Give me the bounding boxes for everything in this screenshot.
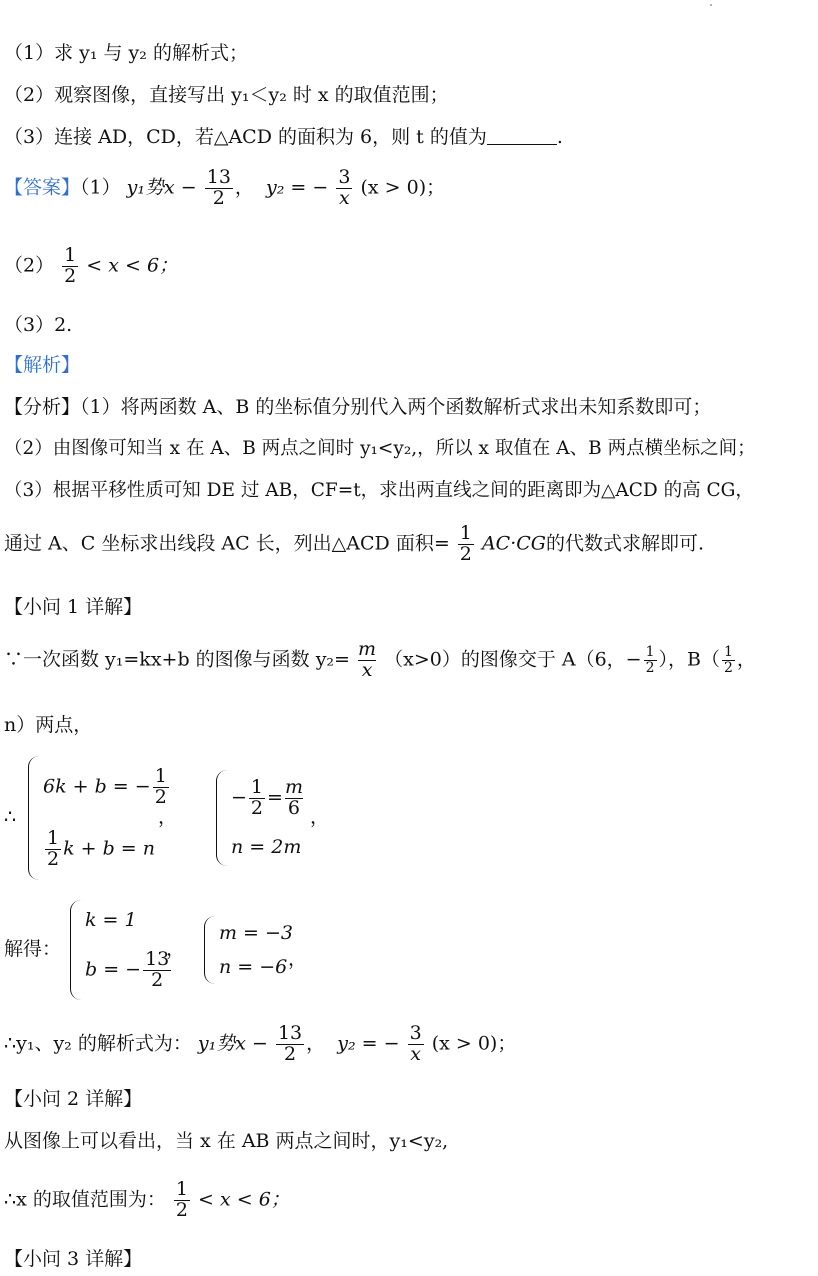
detail-3-header: 【小问 3 详解】 bbox=[4, 1248, 143, 1270]
solution-system-1: k = 1 b = − $\frac{13}{2}$ bbox=[70, 900, 173, 1000]
brace bbox=[216, 770, 227, 866]
detail-1-header: 【小问 1 详解】 bbox=[4, 596, 143, 618]
brace bbox=[28, 756, 39, 880]
fraction-1-2: $\frac{1}{2}$ bbox=[64, 244, 77, 287]
speck-mark bbox=[710, 4, 712, 6]
detail-2-header: 【小问 2 详解】 bbox=[4, 1088, 143, 1110]
fraction-1-2: $\frac{1}{2}$ bbox=[47, 826, 60, 870]
fraction-m-x: $\frac{m}{x}$ bbox=[358, 638, 377, 681]
fraction-13-2: $\frac{13}{2}$ bbox=[145, 947, 170, 991]
question-1: （1）求 y₁ 与 y₂ 的解析式； bbox=[4, 42, 248, 64]
fraction-m-6: $\frac{m}{6}$ bbox=[284, 776, 303, 820]
detail-1-conclusion: ∴y₁、y₂ 的解析式为： y₁势x − $\frac{13}{2}$ ， y₂ = − $\frac{3}{x} (x > 0)$； bbox=[4, 1022, 517, 1065]
fraction-1-2: $\frac{1}{2}$ bbox=[154, 764, 167, 808]
equation-system-2: − $\frac{1}{2}$ = $\frac{m}{6}$ n = 2m bbox=[216, 770, 305, 866]
detail-2-line-1: 从图像上可以看出，当 x 在 AB 两点之间时，y₁<y₂, bbox=[4, 1130, 449, 1152]
solve-label: 解得： bbox=[4, 938, 62, 960]
answer-part-2: （2） $\frac{1}{2}$ < x < 6； bbox=[4, 244, 179, 287]
answer-tag: 【答案】 bbox=[4, 176, 81, 199]
question-2: （2）观察图像，直接写出 y₁＜y₂ 时 x 的取值范围； bbox=[4, 84, 449, 106]
detail-1-line-2: n）两点， bbox=[4, 714, 93, 736]
answer-part-3: （3）2. bbox=[4, 314, 73, 336]
fraction-1-2: $\frac{1}{2}$ bbox=[250, 776, 264, 820]
fraction-3-x: $\frac{3}{x}$ bbox=[338, 166, 351, 209]
fraction-13-2: $\frac{13}{2}$ bbox=[277, 1022, 303, 1065]
analysis-line-4: 通过 A、C 坐标求出线段 AC 长，列出△ACD 面积= $\frac{1}{2}$ AC·CG的代数式求解即可. bbox=[4, 522, 704, 565]
fraction-1-2: $\frac{1}{2}$ bbox=[724, 644, 733, 676]
fraction-1-2: $\frac{1}{2}$ bbox=[175, 1178, 188, 1221]
answer-part-1: 【答案】（1） y₁势x − $\frac{13}{2}$ ， y₂ = − $\frac{3}{x} (x > 0)$； bbox=[4, 166, 446, 209]
analysis-line-3: （3）根据平移性质可知 DE 过 AB，CF=t，求出两直线之间的距离即为△ACD 的高 CG， bbox=[4, 480, 754, 501]
equation-system-1: 6k + b = − $\frac{1}{2}$ $\frac{1}{2}$ k + b = n bbox=[28, 756, 171, 880]
fraction-1-2: $\frac{1}{2}$ bbox=[645, 644, 655, 676]
brace bbox=[70, 900, 81, 1000]
analysis-line-2: （2）由图像可知当 x 在 A、B 两点之间时 y₁<y₂,，所以 x 取值在 A、B 两点横坐标之间； bbox=[4, 438, 756, 459]
analysis-tag: 【解析】 bbox=[4, 354, 81, 376]
detail-2-line-2: ∴x 的取值范围为： $\frac{1}{2}$ < x < 6； bbox=[4, 1178, 290, 1221]
solution-system-2: m = −3 n = −6 bbox=[204, 916, 293, 984]
question-3: （3）连接 AD，CD，若△ACD 的面积为 6，则 t 的值为 . bbox=[4, 126, 563, 148]
analysis-line-1: 【分析】（1）将两函数 A、B 的坐标值分别代入两个函数解析式求出未知系数即可； bbox=[4, 396, 712, 418]
brace bbox=[204, 916, 215, 984]
fraction-3-x: $\frac{3}{x}$ bbox=[409, 1022, 422, 1065]
therefore-symbol: ∴ bbox=[4, 806, 17, 828]
document-page: （1）求 y₁ 与 y₂ 的解析式； （2）观察图像，直接写出 y₁＜y₂ 时 x 的取值范围； （3）连接 AD，CD，若△ACD 的面积为 6，则 t 的值为 . 【答案】（1） y₁势x − $\frac{13}{2}$ ， y₂ = − $\frac{3}{x} (x > 0)$； （2） $\frac{1}{2}$ < x < 6； （3）2. 【解析】 【分析】（1）将两函数 A、B 的坐标值分别代入两个函数解析式求出未知系数即可； （2）由图像可知当 x 在 A、B 两点之间时 y₁<y₂,，所以 x 取值在 A、B 两点横坐标之间； （3）根据平移性质可知 DE 过 AB，CF=t，求出两直线之间的距离即为△ACD 的高 CG， 通过 A、C 坐标求出线段 AC 长，列出△ACD 面积= $\frac{1}{2}$ AC·CG的代数式求解即可. 【小问 1 详解】 ∵一次函数 y₁=kx+b 的图像与函数 y₂= $\frac{m}{x}$ （x>0）的图像交于 A（6，− $\frac{1}{2}$ ），B（ $\frac{1}{2}$ ， n）两点， ∴ 6k + b = − $\frac{1}{2}$ $\frac{1}{2}$ k + b = n ， − $\frac{1}{2}$ = $\frac{m}{6}$ n = 2m ， 解得： k = 1 b = − $\frac{13}{2}$ ， m = −3 n = −6 ， ∴y₁、y₂ 的解析式为： y₁势x − $\frac{13}{2}$ ， y₂ = − $\frac{3}{x} (x > 0)$； 【小问 2 详解】 从图像上可以看出，当 x 在 AB 两点之间时，y₁<y₂, ∴x 的取值范围为： $\frac{1}{2}$ < x < 6； 【小问 3 详解】 bbox=[0, 0, 818, 1276]
answer-blank bbox=[487, 128, 557, 145]
fraction-13-2: $\frac{13}{2}$ bbox=[206, 166, 231, 209]
detail-1-line-1: ∵一次函数 y₁=kx+b 的图像与函数 y₂= $\frac{m}{x}$ （x>0）的图像交于 A（6，− $\frac{1}{2}$ ），B（ $\frac{1}{2}$ ， bbox=[4, 638, 756, 681]
fraction-1-2: $\frac{1}{2}$ bbox=[459, 522, 472, 565]
